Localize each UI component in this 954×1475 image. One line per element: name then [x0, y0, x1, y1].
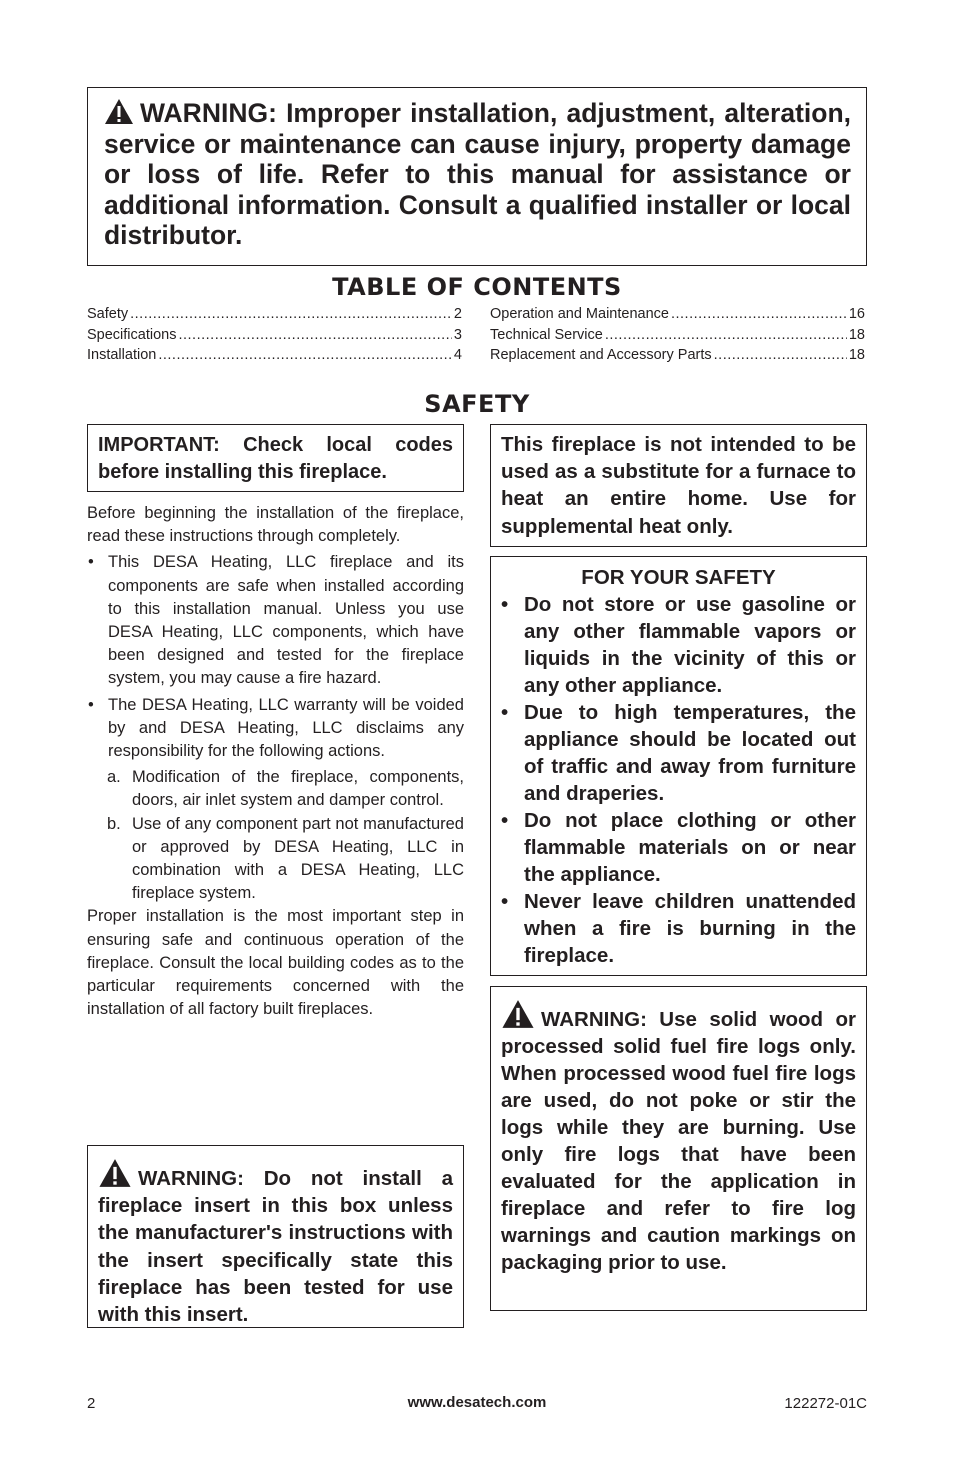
safety-title: SAFETY	[424, 390, 530, 418]
toc-entry[interactable]	[490, 345, 865, 366]
toc-entry-page: 4	[453, 347, 462, 363]
wood-warning-text: WARNING: Use solid wood or processed solid fuel fire logs only. When processed wood fuel fire logs are used, do not poke or stir the logs while they are burning. Use only fire logs that have been evaluated for the application in fireplace and refer to fire log warnings and caution markings on packaging prior to use.	[501, 1008, 856, 1274]
insert-warning-box	[87, 1145, 464, 1328]
sub-item-label: b.	[107, 814, 121, 833]
toc-entry[interactable]	[490, 325, 865, 346]
toc-entry[interactable]	[87, 304, 462, 325]
safety-item: • Do not store or use gasoline or any other flammable vapors or liquids in the vicinity of this or any other appliance.	[501, 591, 856, 699]
toc-entry-label: Operation and Maintenance	[490, 306, 669, 322]
toc-entry-label: Technical Service	[490, 326, 603, 343]
closing-paragraph: Proper installation is the most important step in ensuring safe and continuous operation of the fireplace. Consult the local building codes as to the particular requirements concerned with the installation of all factory built fireplaces.	[87, 907, 464, 1019]
top-warning-box	[87, 87, 867, 266]
toc-entry-label: Specifications	[87, 326, 177, 343]
toc-entry-label: Installation	[87, 347, 157, 363]
wood-warning-box	[490, 986, 867, 1311]
top-warning-text: WARNING: Improper installation, adjustment, alteration, service or maintenance can cause injury, property damage or loss of life. Refer to this manual for assistance or additional information. Consult a qualified installer or local distributor.	[104, 98, 851, 250]
safety-item: • Never leave children unattended when a fire is burning in the fireplace.	[501, 888, 856, 969]
toc-entry-page: 2	[453, 306, 462, 322]
toc-entry-page: 18	[848, 347, 865, 363]
bullet-item: • This DESA Heating, LLC fireplace and its components are safe when installed according to this installation manual. Unless you use DESA Heating, LLC components, which have been designed and tested for the fireplace system, you may cause a fire hazard.	[87, 551, 464, 690]
doc-number: 122272-01C	[784, 1395, 867, 1412]
important-box	[87, 424, 464, 492]
for-your-safety-box	[490, 556, 867, 976]
supplemental-heat-box	[490, 424, 867, 547]
sub-item-text: Modification of the fireplace, components, doors, air inlet system and damper control.	[132, 768, 464, 810]
insert-warning-text: WARNING: Do not install a fireplace insert in this box unless the manufacturer's instructions with the insert specifically state this fireplace has been tested for use with this insert.	[98, 1167, 453, 1327]
sub-item-text: Use of any component part not manufactured or approved by DESA Heating, LLC in combination with a DESA Heating, LLC fireplace system.	[132, 814, 464, 903]
intro-paragraph: Before beginning the installation of the fireplace, read these instructions through completely.	[87, 504, 464, 546]
toc-title: TABLE OF CONTENTS	[332, 273, 622, 301]
supplemental-heat-text: This fireplace is not intended to be used as a substitute for a furnace to heat an entire home. Use for supplemental heat only.	[501, 433, 856, 538]
toc-entry[interactable]	[490, 304, 865, 325]
sub-item	[87, 813, 464, 906]
toc-entry-page: 18	[848, 326, 865, 343]
important-text: IMPORTANT: Check local codes before installing this fireplace.	[98, 434, 453, 483]
warning-triangle-icon	[104, 98, 134, 125]
toc-entry-label: Replacement and Accessory Parts	[490, 347, 712, 363]
sub-item-label: a.	[107, 768, 121, 787]
warning-triangle-icon	[501, 999, 535, 1029]
toc-entry[interactable]	[87, 325, 462, 346]
page-number: 2	[87, 1395, 96, 1412]
safety-body-text	[87, 502, 464, 1021]
toc-entry-label: Safety	[87, 306, 129, 322]
toc-right-column	[490, 304, 865, 366]
toc-entry-page: 3	[453, 326, 462, 343]
toc-left-column	[87, 304, 462, 366]
safety-item: • Due to high temperatures, the appliance should be located out of traffic and away from furniture and draperies.	[501, 699, 856, 807]
for-your-safety-heading: FOR YOUR SAFETY	[581, 566, 776, 589]
toc-entry-page: 16	[848, 306, 865, 322]
sub-item	[87, 766, 464, 812]
bullet-item: • The DESA Heating, LLC warranty will be voided by and DESA Heating, LLC disclaims any responsibility for the following actions.	[87, 694, 464, 764]
toc-entry[interactable]	[87, 345, 462, 366]
warning-triangle-icon	[98, 1158, 132, 1188]
footer-website[interactable]: www.desatech.com	[407, 1394, 547, 1411]
safety-item: • Do not place clothing or other flammable materials on or near the appliance.	[501, 807, 856, 888]
